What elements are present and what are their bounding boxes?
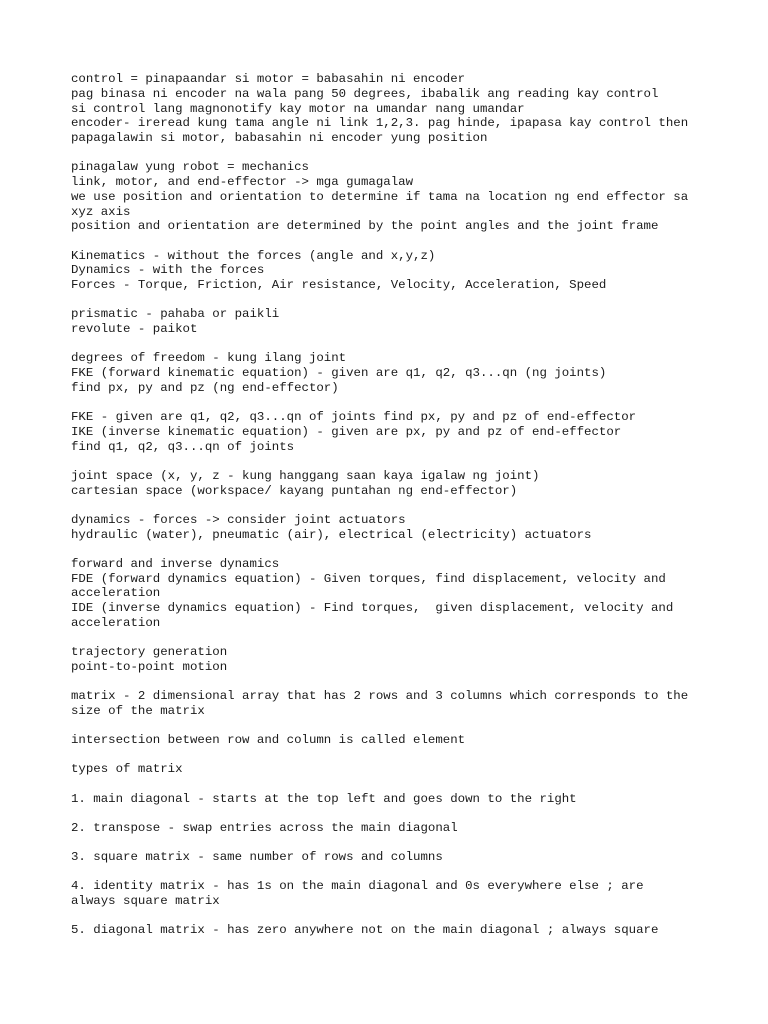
paragraph-element [71, 733, 711, 748]
text-line: we use position and orientation to determine if tama na location ng end effector sa [71, 189, 689, 204]
text-line: joint space (x, y, z - kung hanggang saan kaya igalaw ng joint) [71, 468, 540, 483]
text-line: pinagalaw yung robot = mechanics [71, 160, 309, 175]
text-line: find q1, q2, q3...qn of joints [71, 439, 295, 454]
text-line: trajectory generation [71, 645, 228, 659]
paragraph-spaces [71, 469, 711, 499]
list-item-main-diagonal [71, 792, 711, 807]
paragraph-matrix-definition [71, 689, 711, 719]
paragraph-joint-types [71, 307, 711, 337]
text-line: pag binasa ni encoder na wala pang 50 degrees, ibabalik ang reading kay control [71, 86, 659, 101]
text-line: prismatic - pahaba or paikli [71, 307, 280, 322]
list-item-diagonal-matrix [71, 923, 711, 938]
text-line: xyz axis [71, 204, 131, 219]
text-line: intersection between row and column is called element [71, 733, 466, 747]
text-line: position and orientation are determined by the point angles and the joint frame [71, 219, 659, 234]
text-line: find px, py and pz (ng end-effector) [71, 380, 339, 395]
text-line: FKE - given are q1, q2, q3...qn of joints find px, py and pz of end-effector [71, 410, 637, 424]
text-line: IKE (inverse kinematic equation) - given are px, py and pz of end-effector [71, 424, 622, 439]
text-line: encoder- ireread kung tama angle ni link 1,2,3. pag hinde, ipapasa kay control then [71, 116, 689, 131]
text-line: 3. square matrix - same number of rows and columns [71, 850, 443, 864]
text-line: point-to-point motion [71, 659, 228, 674]
paragraph-forward-inverse-dynamics [71, 557, 711, 631]
text-line: 2. transpose - swap entries across the main diagonal [71, 820, 458, 835]
text-line: degrees of freedom - kung ilang joint [71, 351, 347, 366]
list-item-square-matrix [71, 850, 711, 865]
text-line: revolute - paikot [71, 322, 198, 336]
text-line: link, motor, and end-effector -> mga gumagalaw [71, 175, 414, 189]
text-line: papagalawin si motor, babasahin ni encoder yung position [71, 131, 488, 145]
text-line: forward and inverse dynamics [71, 556, 280, 571]
list-item-transpose [71, 821, 711, 836]
text-line: always square matrix [71, 894, 220, 908]
text-line: 5. diagonal matrix - has zero anywhere not on the main diagonal ; always square [71, 923, 659, 938]
document-page [71, 72, 711, 953]
paragraph-kinematics-dynamics [71, 249, 711, 293]
paragraph-trajectory [71, 645, 711, 675]
paragraph-mechanics [71, 160, 711, 234]
text-line: cartesian space (workspace/ kayang puntahan ng end-effector) [71, 483, 518, 498]
text-line: 4. identity matrix - has 1s on the main diagonal and 0s everywhere else ; are [71, 879, 644, 894]
text-line: matrix - 2 dimensional array that has 2 rows and 3 columns which corresponds to the [71, 689, 689, 703]
text-line: FKE (forward kinematic equation) - given are q1, q2, q3...qn (ng joints) [71, 366, 607, 380]
paragraph-degrees-of-freedom [71, 351, 711, 395]
paragraph-types-heading [71, 762, 711, 777]
paragraph-encoder-control [71, 72, 711, 146]
text-line: acceleration [71, 586, 161, 601]
list-item-identity-matrix [71, 879, 711, 909]
text-line: 1. main diagonal - starts at the top left and goes down to the right [71, 791, 577, 806]
text-line: Forces - Torque, Friction, Air resistance, Velocity, Acceleration, Speed [71, 278, 607, 292]
text-line: dynamics - forces -> consider joint actuators [71, 512, 406, 527]
text-line: si control lang magnonotify kay motor na umandar nang umandar [71, 101, 525, 116]
text-line: size of the matrix [71, 703, 205, 718]
text-line: control = pinapaandar si motor = babasahin ni encoder [71, 72, 466, 86]
paragraph-fke-ike [71, 410, 711, 454]
text-line: FDE (forward dynamics equation) - Given torques, find displacement, velocity and [71, 571, 666, 586]
text-line: Kinematics - without the forces (angle and x,y,z) [71, 248, 436, 263]
text-line: acceleration [71, 615, 161, 630]
text-line: hydraulic (water), pneumatic (air), electrical (electricity) actuators [71, 527, 592, 542]
text-line: Dynamics - with the forces [71, 263, 265, 278]
text-line: IDE (inverse dynamics equation) - Find torques, given displacement, velocity and [71, 601, 674, 615]
text-line: types of matrix [71, 762, 183, 777]
paragraph-actuators [71, 513, 711, 543]
